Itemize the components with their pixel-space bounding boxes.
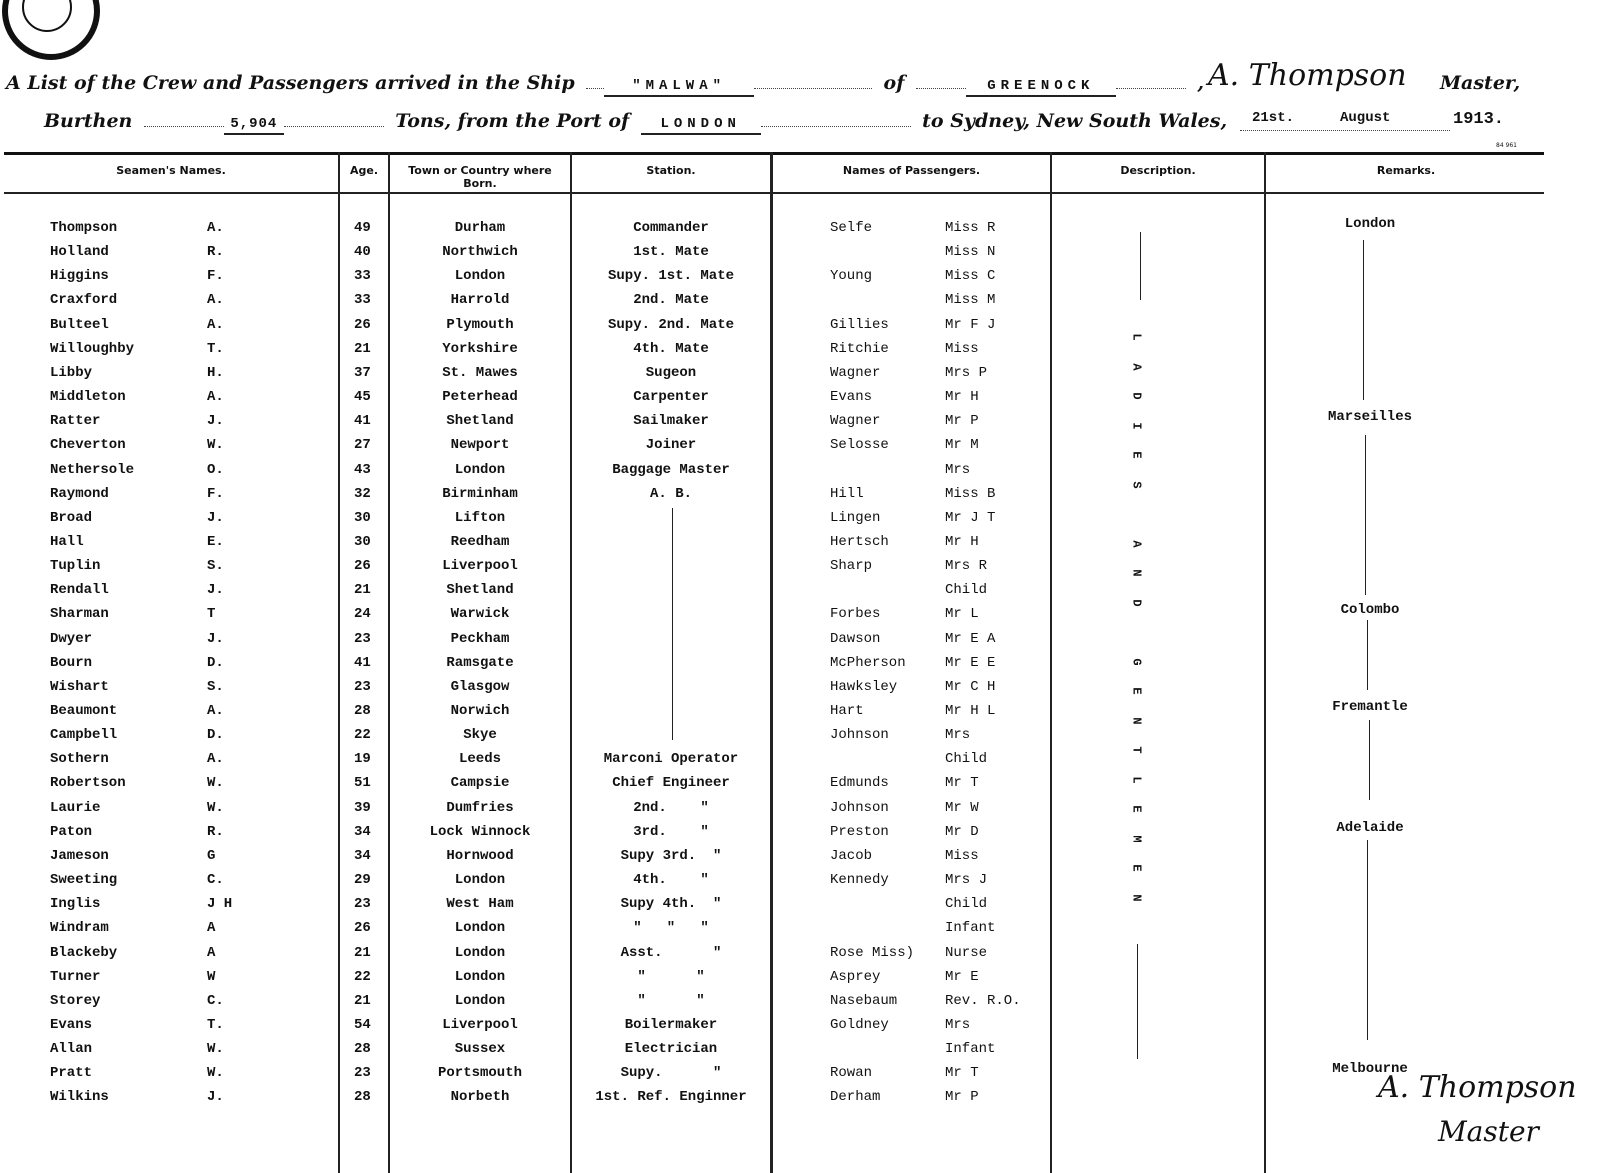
seaman-age: 26 — [354, 317, 371, 333]
passenger-title: Mr H — [945, 389, 979, 405]
col-age: Age. — [349, 164, 379, 177]
passenger-surname: Jacob — [830, 848, 873, 864]
passenger-title: Mr E E — [945, 655, 996, 671]
seaman-age: 21 — [354, 341, 371, 357]
table-head-rule — [4, 192, 1544, 194]
passenger-title: Mr H L — [945, 703, 996, 719]
seaman-station: Asst. " — [620, 945, 722, 961]
passenger-title: Mr T — [945, 1065, 979, 1081]
seaman-age: 23 — [354, 1065, 371, 1081]
seaman-age: 23 — [354, 679, 371, 695]
seaman-birthplace: Harrold — [450, 292, 510, 308]
seaman-age: 34 — [354, 848, 371, 864]
seaman-birthplace: Portsmouth — [437, 1065, 522, 1081]
seaman-station: Chief Engineer — [612, 775, 730, 791]
seaman-age: 27 — [354, 437, 371, 453]
seaman-surname: Sothern — [50, 751, 109, 767]
passenger-surname: Selfe — [830, 220, 873, 236]
passenger-surname: Wagner — [830, 365, 881, 381]
passenger-title: Mr P — [945, 413, 979, 429]
passenger-surname: Lingen — [830, 510, 881, 526]
seaman-birthplace: Reedham — [450, 534, 510, 550]
seaman-age: 41 — [354, 413, 371, 429]
seaman-surname: Middleton — [50, 389, 126, 405]
passenger-title: Mr P — [945, 1089, 979, 1105]
seaman-birthplace: Lifton — [454, 510, 506, 526]
seaman-initial: T. — [207, 1017, 224, 1033]
passenger-surname: Edmunds — [830, 775, 889, 791]
passenger-surname: Hawksley — [830, 679, 898, 695]
table-top-rule — [4, 152, 1544, 155]
seaman-surname: Turner — [50, 969, 101, 985]
seaman-station: Electrician — [624, 1041, 718, 1057]
seaman-initial: D. — [207, 727, 224, 743]
seaman-initial: A. — [207, 292, 224, 308]
passenger-surname: Selosse — [830, 437, 889, 453]
seaman-initial: J H — [207, 896, 233, 912]
seaman-surname: Holland — [50, 244, 109, 260]
seaman-surname: Campbell — [50, 727, 118, 743]
title-line-2 — [44, 110, 1227, 135]
seaman-initial: W. — [207, 775, 224, 791]
seaman-station: 1st. Mate — [633, 244, 709, 260]
seaman-birthplace: London — [454, 920, 506, 936]
seaman-birthplace: Newport — [450, 437, 510, 453]
date-year: 1913. — [1453, 110, 1505, 129]
home-port: GREENOCK — [966, 78, 1116, 97]
description-letter: A — [1129, 363, 1144, 371]
seaman-age: 32 — [354, 486, 371, 502]
seaman-birthplace: Ramsgate — [446, 655, 514, 671]
seaman-surname: Laurie — [50, 800, 101, 816]
passenger-title: Mr L — [945, 606, 979, 622]
seaman-age: 28 — [354, 1041, 371, 1057]
passenger-title: Mr J T — [945, 510, 996, 526]
seaman-initial: C. — [207, 872, 224, 888]
seaman-initial: H. — [207, 365, 224, 381]
passenger-surname: Young — [830, 268, 873, 284]
seaman-age: 28 — [354, 703, 371, 719]
seaman-birthplace: St. Mawes — [442, 365, 518, 381]
passenger-title: Mr C H — [945, 679, 996, 695]
passenger-surname: Hart — [830, 703, 864, 719]
passenger-title: Miss — [945, 341, 979, 357]
seaman-surname: Tuplin — [50, 558, 101, 574]
seaman-birthplace: Yorkshire — [442, 341, 518, 357]
seaman-birthplace: Northwich — [442, 244, 518, 260]
passenger-surname: Evans — [830, 389, 873, 405]
seaman-initial: W. — [207, 437, 224, 453]
description-letter: E — [1129, 805, 1144, 813]
seaman-surname: Ratter — [50, 413, 101, 429]
seaman-station: 4th. " — [633, 872, 709, 888]
passenger-surname: Forbes — [830, 606, 881, 622]
footer-signature-name: A. Thompson — [1378, 1070, 1577, 1105]
seaman-station: " " — [637, 969, 705, 985]
passenger-surname: Sharp — [830, 558, 873, 574]
seaman-station: Baggage Master — [612, 462, 730, 478]
passenger-title: Child — [945, 896, 988, 912]
seaman-birthplace: Norwich — [450, 703, 510, 719]
seaman-initial: S. — [207, 679, 224, 695]
col-remarks: Remarks. — [1376, 164, 1436, 177]
seaman-age: 26 — [354, 558, 371, 574]
passenger-surname: Rowan — [830, 1065, 873, 1081]
seaman-surname: Evans — [50, 1017, 93, 1033]
seaman-age: 21 — [354, 582, 371, 598]
seaman-age: 22 — [354, 727, 371, 743]
description-letter: E — [1129, 451, 1144, 459]
description-letter: N — [1129, 717, 1144, 725]
seaman-surname: Hall — [50, 534, 84, 550]
seaman-age: 23 — [354, 631, 371, 647]
seaman-initial: W — [207, 969, 216, 985]
seaman-surname: Paton — [50, 824, 93, 840]
passenger-surname: Nasebaum — [830, 993, 898, 1009]
seaman-birthplace: Hornwood — [446, 848, 514, 864]
seaman-surname: Windram — [50, 920, 109, 936]
seaman-initial: A — [207, 920, 216, 936]
from-port: LONDON — [641, 116, 761, 135]
seaman-initial: T — [207, 606, 216, 622]
seaman-age: 22 — [354, 969, 371, 985]
seaman-station: Supy. " — [620, 1065, 722, 1081]
passenger-title: Mrs — [945, 727, 971, 743]
seaman-birthplace: Liverpool — [442, 1017, 518, 1033]
description-letter: M — [1129, 835, 1144, 843]
passenger-title: Child — [945, 751, 988, 767]
seaman-birthplace: Peterhead — [442, 389, 518, 405]
seaman-initial: W. — [207, 1041, 224, 1057]
col-passengers: Names of Passengers. — [842, 164, 981, 177]
seaman-station: Supy. 1st. Mate — [607, 268, 735, 284]
remark-port: Adelaide — [1336, 820, 1404, 836]
seaman-station: Boilermaker — [624, 1017, 718, 1033]
seaman-age: 40 — [354, 244, 371, 260]
seaman-surname: Nethersole — [50, 462, 135, 478]
seaman-age: 26 — [354, 920, 371, 936]
seaman-age: 28 — [354, 1089, 371, 1105]
seaman-initial: R. — [207, 824, 224, 840]
seaman-station: Marconi Operator — [603, 751, 739, 767]
seaman-initial: J. — [207, 582, 224, 598]
seaman-station: 4th. Mate — [633, 341, 709, 357]
seaman-age: 43 — [354, 462, 371, 478]
passenger-title: Mr D — [945, 824, 979, 840]
seaman-birthplace: Leeds — [458, 751, 501, 767]
passenger-surname: Goldney — [830, 1017, 889, 1033]
description-letter: A — [1129, 540, 1144, 548]
title-prefix: A List of the Crew and Passengers arrived in the Ship — [6, 72, 575, 94]
passenger-title: Miss — [945, 848, 979, 864]
master-label: Master, — [1440, 72, 1521, 94]
date-day: 21st. — [1252, 110, 1295, 126]
seaman-birthplace: London — [454, 993, 506, 1009]
seaman-birthplace: Campsie — [450, 775, 510, 791]
seaman-surname: Storey — [50, 993, 101, 1009]
seaman-surname: Allan — [50, 1041, 93, 1057]
customs-seal — [2, 0, 100, 60]
seaman-initial: A. — [207, 389, 224, 405]
seaman-age: 30 — [354, 510, 371, 526]
col-station: Station. — [646, 164, 696, 177]
passenger-surname: McPherson — [830, 655, 906, 671]
seaman-surname: Inglis — [50, 896, 101, 912]
seaman-birthplace: London — [454, 945, 506, 961]
of-label: of — [883, 72, 905, 94]
seaman-age: 33 — [354, 268, 371, 284]
master-signature: A. Thompson — [1208, 58, 1407, 93]
seaman-station: A. B. — [649, 486, 692, 502]
seaman-surname: Thompson — [50, 220, 118, 236]
seaman-station: Commander — [633, 220, 709, 236]
seaman-birthplace: Birminham — [442, 486, 518, 502]
seaman-initial: W. — [207, 800, 224, 816]
passenger-title: Mr M — [945, 437, 979, 453]
seaman-surname: Pratt — [50, 1065, 93, 1081]
col-born: Town or Country where Born. — [408, 164, 552, 190]
seaman-initial: O. — [207, 462, 224, 478]
passenger-surname: Asprey — [830, 969, 881, 985]
seaman-station: " " " — [633, 920, 709, 936]
seaman-station: Supy 4th. " — [620, 896, 722, 912]
seaman-birthplace: Liverpool — [442, 558, 518, 574]
seaman-initial: J. — [207, 1089, 224, 1105]
seaman-surname: Craxford — [50, 292, 118, 308]
description-letter: T — [1129, 746, 1144, 754]
seaman-surname: Wishart — [50, 679, 109, 695]
burthen-value: 5,904 — [224, 116, 284, 135]
seaman-initial: T. — [207, 341, 224, 357]
passenger-title: Miss N — [945, 244, 996, 260]
to-label: to Sydney, New South Wales, — [922, 110, 1228, 132]
seaman-surname: Broad — [50, 510, 93, 526]
description-letter: I — [1129, 422, 1144, 430]
seaman-birthplace: Warwick — [450, 606, 510, 622]
remark-port: Fremantle — [1332, 699, 1408, 715]
date-month: August — [1340, 110, 1391, 126]
passenger-title: Mrs P — [945, 365, 988, 381]
seaman-birthplace: London — [454, 462, 506, 478]
seaman-initial: A. — [207, 317, 224, 333]
burthen-label: Burthen — [44, 110, 133, 132]
seaman-birthplace: Skye — [463, 727, 497, 743]
seaman-surname: Libby — [50, 365, 93, 381]
passenger-title: Child — [945, 582, 988, 598]
seaman-initial: J. — [207, 413, 224, 429]
seaman-initial: J. — [207, 631, 224, 647]
passenger-surname: Hill — [830, 486, 864, 502]
seaman-station: " " — [637, 993, 705, 1009]
passenger-title: Mr W — [945, 800, 979, 816]
description-letter: D — [1129, 599, 1144, 607]
passenger-surname: Gillies — [830, 317, 889, 333]
passenger-surname: Ritchie — [830, 341, 889, 357]
seaman-age: 45 — [354, 389, 371, 405]
col-seamen: Seamen's Names. — [116, 164, 226, 177]
seaman-birthplace: West Ham — [446, 896, 514, 912]
seaman-station: 2nd. Mate — [633, 292, 709, 308]
seaman-initial: R. — [207, 244, 224, 260]
seaman-initial: G — [207, 848, 216, 864]
seaman-station: 2nd. " — [633, 800, 709, 816]
footer-signature-title: Master — [1438, 1115, 1539, 1148]
passenger-surname: Kennedy — [830, 872, 889, 888]
seaman-age: 49 — [354, 220, 371, 236]
seaman-surname: Jameson — [50, 848, 109, 864]
seaman-birthplace: Lock Winnock — [429, 824, 531, 840]
seaman-age: 30 — [354, 534, 371, 550]
seaman-birthplace: Shetland — [446, 582, 514, 598]
seaman-age: 51 — [354, 775, 371, 791]
seaman-station: Supy 3rd. " — [620, 848, 722, 864]
description-letter: N — [1129, 569, 1144, 577]
passenger-title: Nurse — [945, 945, 988, 961]
seaman-age: 34 — [354, 824, 371, 840]
passenger-surname: Derham — [830, 1089, 881, 1105]
seaman-surname: Beaumont — [50, 703, 118, 719]
description-letter: E — [1129, 687, 1144, 695]
passenger-title: Mrs — [945, 462, 971, 478]
seaman-age: 23 — [354, 896, 371, 912]
ship-name: "MALWA" — [604, 78, 754, 97]
seaman-age: 19 — [354, 751, 371, 767]
remark-port: London — [1344, 216, 1396, 232]
passenger-title: Mr E — [945, 969, 979, 985]
seaman-station: Sailmaker — [633, 413, 709, 429]
seaman-initial: A. — [207, 220, 224, 236]
passenger-title: Infant — [945, 920, 996, 936]
seaman-initial: F. — [207, 268, 224, 284]
seaman-surname: Sharman — [50, 606, 109, 622]
seaman-station: 3rd. " — [633, 824, 709, 840]
passenger-surname: Johnson — [830, 727, 889, 743]
seaman-surname: Dwyer — [50, 631, 93, 647]
seaman-age: 21 — [354, 945, 371, 961]
description-letter: G — [1129, 658, 1144, 666]
seaman-surname: Wilkins — [50, 1089, 109, 1105]
seaman-surname: Robertson — [50, 775, 126, 791]
seaman-initial: C. — [207, 993, 224, 1009]
seaman-initial: E. — [207, 534, 224, 550]
tons-label: Tons, from the Port of — [395, 110, 630, 132]
seaman-station: Supy. 2nd. Mate — [607, 317, 735, 333]
description-letter: D — [1129, 392, 1144, 400]
seaman-birthplace: London — [454, 969, 506, 985]
passenger-title: Miss M — [945, 292, 996, 308]
seaman-initial: F. — [207, 486, 224, 502]
passenger-title: Mr H — [945, 534, 979, 550]
passenger-title: Mrs — [945, 1017, 971, 1033]
passenger-title: Rev. R.O. — [945, 993, 1021, 1009]
remark-port: Melbourne — [1332, 1061, 1408, 1077]
description-letter: N — [1129, 894, 1144, 902]
description-letter: S — [1129, 481, 1144, 489]
col-description: Description. — [1120, 164, 1196, 177]
seaman-birthplace: Peckham — [450, 631, 510, 647]
passenger-title: Miss C — [945, 268, 996, 284]
seaman-age: 29 — [354, 872, 371, 888]
seaman-surname: Raymond — [50, 486, 109, 502]
seaman-initial: A — [207, 945, 216, 961]
seaman-age: 39 — [354, 800, 371, 816]
seaman-station: 1st. Ref. Enginner — [595, 1089, 747, 1105]
passenger-title: Miss B — [945, 486, 996, 502]
description-letter: E — [1129, 864, 1144, 872]
passenger-surname: Hertsch — [830, 534, 889, 550]
seaman-initial: A. — [207, 703, 224, 719]
seaman-surname: Blackeby — [50, 945, 118, 961]
passenger-title: Mr T — [945, 775, 979, 791]
passenger-title: Infant — [945, 1041, 996, 1057]
seaman-initial: W. — [207, 1065, 224, 1081]
passenger-surname: Rose Miss) — [830, 945, 915, 961]
passenger-title: Mr F J — [945, 317, 996, 333]
seaman-birthplace: Dumfries — [446, 800, 514, 816]
passenger-surname: Preston — [830, 824, 889, 840]
seaman-initial: A. — [207, 751, 224, 767]
seaman-surname: Sweeting — [50, 872, 118, 888]
seaman-birthplace: Sussex — [454, 1041, 506, 1057]
seaman-birthplace: London — [454, 872, 506, 888]
passenger-surname: Johnson — [830, 800, 889, 816]
passenger-title: Mr E A — [945, 631, 996, 647]
seaman-initial: J. — [207, 510, 224, 526]
passenger-title: Miss R — [945, 220, 996, 236]
seaman-surname: Bulteel — [50, 317, 109, 333]
seaman-surname: Willoughby — [50, 341, 135, 357]
seaman-birthplace: Plymouth — [446, 317, 514, 333]
seaman-age: 33 — [354, 292, 371, 308]
passenger-title: Mrs R — [945, 558, 988, 574]
seaman-age: 41 — [354, 655, 371, 671]
passenger-title: Mrs J — [945, 872, 988, 888]
passenger-surname: Dawson — [830, 631, 881, 647]
seaman-surname: Rendall — [50, 582, 109, 598]
seaman-station: Carpenter — [633, 389, 709, 405]
seaman-age: 54 — [354, 1017, 371, 1033]
seaman-age: 24 — [354, 606, 371, 622]
seaman-birthplace: London — [454, 268, 506, 284]
seaman-surname: Bourn — [50, 655, 93, 671]
seaman-surname: Higgins — [50, 268, 109, 284]
form-number: 84 961 — [1496, 142, 1517, 149]
seaman-initial: D. — [207, 655, 224, 671]
seaman-age: 37 — [354, 365, 371, 381]
seaman-birthplace: Norbeth — [450, 1089, 510, 1105]
seaman-birthplace: Glasgow — [450, 679, 510, 695]
seaman-birthplace: Durham — [454, 220, 506, 236]
description-letter: L — [1129, 333, 1144, 341]
title-line-1: A List of the Crew and Passengers arrived in the Ship "MALWA" of GREENOCK , — [6, 72, 1204, 97]
remark-port: Marseilles — [1327, 409, 1412, 425]
passenger-surname: Wagner — [830, 413, 881, 429]
seaman-station: Joiner — [645, 437, 697, 453]
seaman-initial: S. — [207, 558, 224, 574]
remark-port: Colombo — [1340, 602, 1400, 618]
seaman-birthplace: Shetland — [446, 413, 514, 429]
seaman-station: Sugeon — [645, 365, 697, 381]
description-letter: L — [1129, 776, 1144, 784]
seaman-surname: Cheverton — [50, 437, 126, 453]
seaman-age: 21 — [354, 993, 371, 1009]
